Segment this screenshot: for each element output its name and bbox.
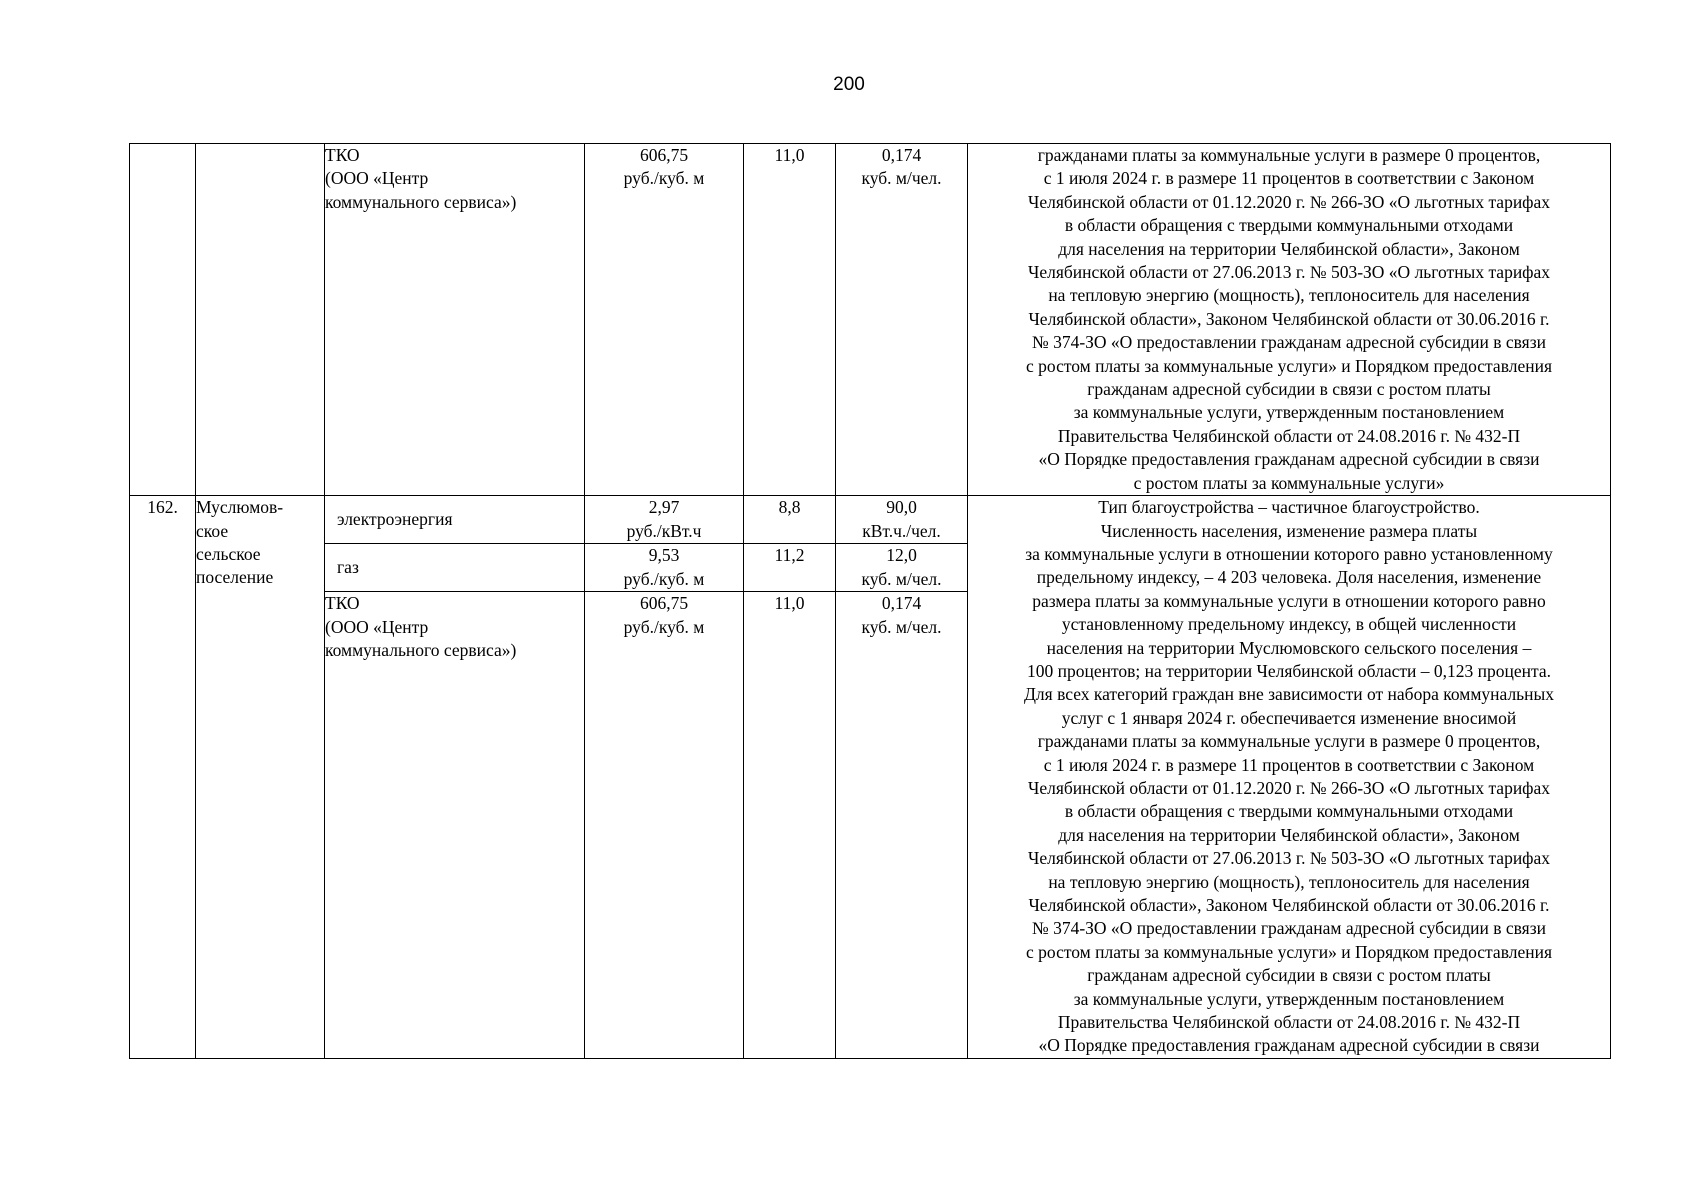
note-line: Челябинской области», Законом Челябинской области от 30.06.2016 г. (1028, 895, 1550, 915)
table-row (130, 496, 1611, 544)
volume-unit: куб. м/чел. (861, 616, 942, 637)
service-name-line: ТКО (325, 593, 360, 614)
note-line: на тепловую энергию (мощность), теплоноситель для населения (1048, 871, 1530, 892)
tariff-unit: руб./кВт.ч (626, 520, 702, 541)
note-line: Правительства Челябинской области от 24.08.2016 г. № 432-П (1057, 425, 1521, 446)
settlement-name-line: Муслюмов- (196, 497, 284, 518)
note-line: на тепловую энергию (мощность), теплоноситель для населения (1048, 285, 1530, 306)
service-name (325, 592, 585, 1059)
service-name-line: коммунального сервиса») (325, 640, 517, 661)
note-line: № 374-ЗО «О предоставлении гражданам адресной субсидии в связи (1032, 918, 1546, 939)
volume-cell (836, 592, 968, 1059)
note-line: установленному предельному индексу, в общей численности (1061, 614, 1517, 635)
tariff-table (129, 143, 1611, 1059)
tariff-value: 606,75 (639, 145, 689, 165)
service-name-line: (ООО «Центр (325, 168, 429, 189)
volume-value: 12,0 (886, 545, 917, 566)
settlement-name (196, 144, 325, 496)
settlement-name-line: ское (196, 520, 229, 541)
note-line: с 1 июля 2024 г. в размере 11 процентов в соответствии с Законом (1043, 168, 1535, 189)
note-cell (968, 496, 1611, 1059)
note-line: «О Порядке предоставления гражданам адресной субсидии в связи (1038, 1035, 1540, 1056)
volume-unit: куб. м/чел. (861, 168, 942, 189)
note-line: Челябинской области», Законом Челябинской области от 30.06.2016 г. (1028, 308, 1550, 329)
tariff-cell (585, 496, 744, 544)
note-line: Численность населения, изменение размера платы (1100, 520, 1478, 541)
service-name (325, 144, 585, 496)
tariff-cell (585, 544, 744, 592)
tariff-cell (585, 592, 744, 1059)
service-name-line: коммунального сервиса») (325, 191, 517, 212)
note-line: с ростом платы за коммунальные услуги» (1133, 472, 1445, 493)
note-line: Для всех категорий граждан вне зависимости от набора коммунальных (1023, 684, 1555, 705)
note-line: за коммунальные услуги, утвержденным постановлением (1073, 988, 1505, 1009)
volume-unit: кВт.ч./чел. (862, 520, 941, 541)
tariff-unit: руб./куб. м (623, 168, 705, 189)
note-line: в области обращения с твердыми коммунальными отходами (1064, 215, 1514, 236)
service-name-line: ТКО (325, 145, 360, 165)
index-cell: 11,0 (744, 144, 836, 496)
note-line: с ростом платы за коммунальные услуги» и Порядком предоставления (1026, 355, 1552, 376)
note-line: для населения на территории Челябинской области», Законом (1058, 238, 1520, 259)
tariff-value: 606,75 (639, 593, 689, 614)
note-line: «О Порядке предоставления гражданам адресной субсидии в связи (1038, 449, 1540, 470)
tariff-value: 2,97 (648, 497, 680, 518)
volume-cell (836, 496, 968, 544)
volume-unit: куб. м/чел. (861, 568, 942, 589)
note-line: Правительства Челябинской области от 24.08.2016 г. № 432-П (1057, 1012, 1521, 1033)
index-cell: 8,8 (744, 496, 836, 544)
tariff-value: 9,53 (648, 545, 680, 566)
service-name-line: (ООО «Центр (325, 616, 429, 637)
note-line: Челябинской области от 27.06.2013 г. № 503-ЗО «О льготных тарифах (1027, 848, 1551, 869)
page-number: 200 (833, 74, 865, 95)
service-name: электроэнергия (325, 496, 585, 544)
note-line: гражданами платы за коммунальные услуги в размере 0 процентов, (1037, 731, 1541, 752)
volume-cell (836, 544, 968, 592)
row-number (130, 144, 196, 496)
volume-value: 90,0 (886, 497, 917, 518)
note-line: предельному индексу, – 4 203 человека. Доля населения, изменение (1036, 567, 1542, 588)
table-row (130, 144, 1611, 496)
index-cell: 11,0 (744, 592, 836, 1059)
service-name: газ (325, 544, 585, 592)
settlement-name-line: поселение (196, 567, 274, 588)
volume-value: 0,174 (881, 593, 922, 614)
note-line: размера платы за коммунальные услуги в отношении которого равно (1032, 590, 1546, 611)
note-line: населения на территории Муслюмовского сельского поселения – (1046, 637, 1532, 658)
note-line: с ростом платы за коммунальные услуги» и Порядком предоставления (1026, 941, 1552, 962)
note-line: за коммунальные услуги, утвержденным постановлением (1073, 402, 1505, 423)
note-line: Челябинской области от 01.12.2020 г. № 266-ЗО «О льготных тарифах (1027, 191, 1551, 212)
note-line: гражданам адресной субсидии в связи с ростом платы (1087, 379, 1491, 400)
note-line: для населения на территории Челябинской области», Законом (1058, 824, 1520, 845)
note-line: Челябинской области от 01.12.2020 г. № 266-ЗО «О льготных тарифах (1027, 777, 1551, 798)
tariff-unit: руб./куб. м (623, 616, 705, 637)
note-line: Тип благоустройства – частичное благоустройство. (1098, 497, 1480, 518)
note-line: № 374-ЗО «О предоставлении гражданам адресной субсидии в связи (1032, 332, 1546, 353)
tariff-unit: руб./куб. м (623, 568, 705, 589)
note-line: Челябинской области от 27.06.2013 г. № 503-ЗО «О льготных тарифах (1027, 262, 1551, 283)
index-cell: 11,2 (744, 544, 836, 592)
note-line: гражданами платы за коммунальные услуги в размере 0 процентов, (1037, 145, 1541, 165)
volume-value: 0,174 (881, 145, 922, 165)
note-line: с 1 июля 2024 г. в размере 11 процентов в соответствии с Законом (1043, 754, 1535, 775)
note-line: за коммунальные услуги в отношении которого равно установленному (1025, 543, 1553, 564)
note-line: в области обращения с твердыми коммунальными отходами (1064, 801, 1514, 822)
note-cell (968, 144, 1611, 496)
tariff-cell (585, 144, 744, 496)
settlement-name-line: сельское (196, 543, 261, 564)
note-line: гражданам адресной субсидии в связи с ростом платы (1087, 965, 1491, 986)
volume-cell (836, 144, 968, 496)
settlement-name (196, 496, 325, 1059)
row-number: 162. (130, 496, 196, 1059)
note-line: услуг с 1 января 2024 г. обеспечивается изменение вносимой (1061, 707, 1517, 728)
note-line: 100 процентов; на территории Челябинской области – 0,123 процента. (1026, 660, 1551, 681)
